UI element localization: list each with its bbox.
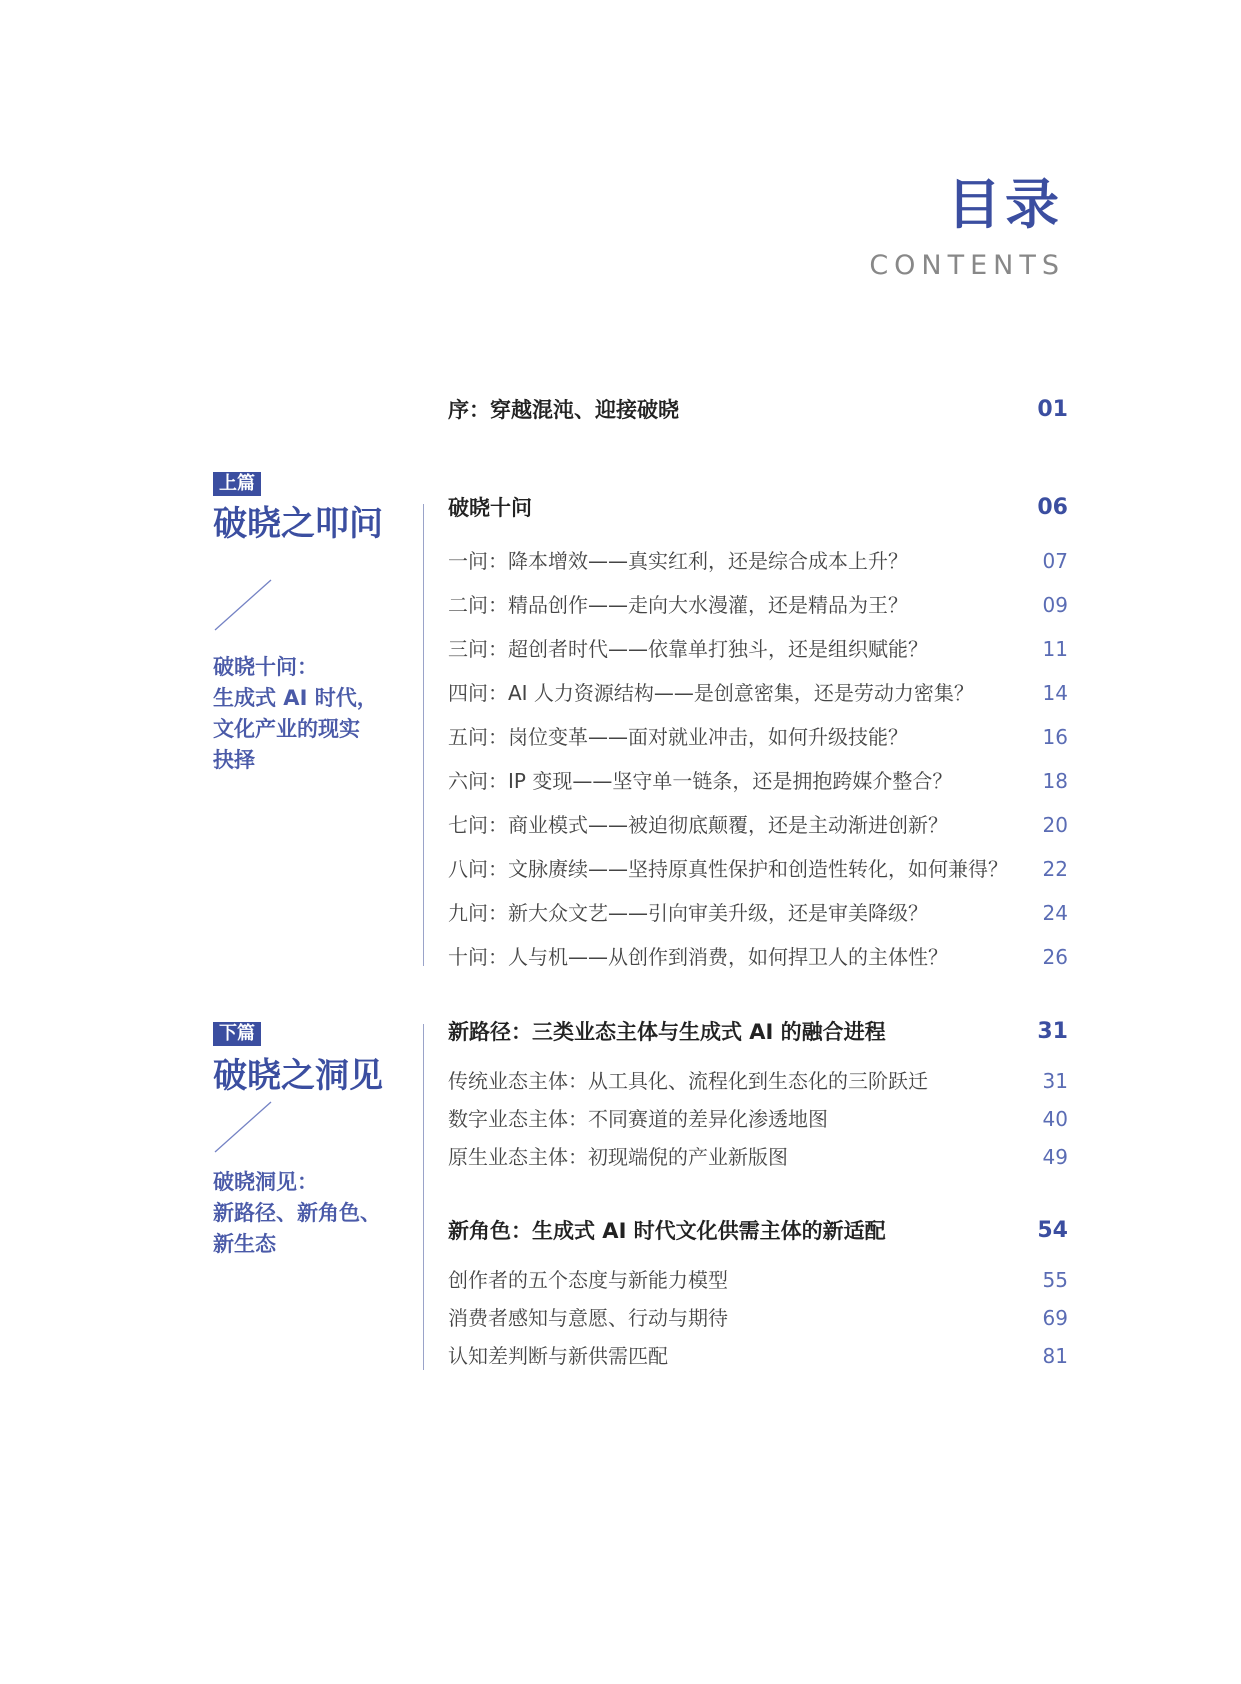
toc-entry-page: 07 — [1042, 549, 1068, 573]
toc-entry[interactable] — [448, 590, 1068, 620]
toc-entry-title: 消费者感知与意愿、行动与期待 — [448, 1306, 728, 1330]
toc-entry-page: 31 — [1042, 1069, 1068, 1093]
part2-subtitle-line: 破晓洞见： — [213, 1170, 318, 1194]
toc-entry-page: 54 — [1037, 1218, 1068, 1243]
part1-divider — [423, 504, 424, 966]
toc-entry-page: 01 — [1037, 397, 1068, 422]
toc-entry[interactable] — [448, 1303, 1068, 1333]
part1-subtitle-line: 生成式 AI 时代， — [213, 686, 378, 710]
toc-entry[interactable] — [448, 854, 1068, 884]
toc-entry-page: 55 — [1042, 1268, 1068, 1292]
toc-entry-title: 新路径：三类业态主体与生成式 AI 的融合进程 — [448, 1020, 886, 1044]
toc-entry[interactable] — [448, 898, 1068, 928]
part2-subtitle-line: 新生态 — [213, 1232, 276, 1256]
toc-entry-page: 11 — [1042, 637, 1068, 661]
part1-badge: 上篇 — [213, 472, 261, 496]
toc-entry-title: 创作者的五个态度与新能力模型 — [448, 1268, 728, 1292]
toc-entry-title: 七问：商业模式——被迫彻底颠覆，还是主动渐进创新？ — [448, 813, 948, 837]
toc-section-new-path[interactable] — [448, 1017, 1068, 1047]
toc-entry-title: 一问：降本增效——真实红利，还是综合成本上升？ — [448, 549, 908, 573]
part2-subtitle — [213, 1167, 403, 1260]
toc-entry-page: 26 — [1042, 945, 1068, 969]
toc-entry[interactable] — [448, 546, 1068, 576]
toc-entry-title: 六问：IP 变现——坚守单一链条，还是拥抱跨媒介整合？ — [448, 769, 953, 793]
toc-entry-page: 40 — [1042, 1107, 1068, 1131]
toc-entry-page: 14 — [1042, 681, 1068, 705]
toc-entry[interactable] — [448, 1341, 1068, 1371]
part2-subtitle-line: 新路径、新角色、 — [213, 1201, 381, 1225]
toc-section-new-role[interactable] — [448, 1216, 1068, 1246]
toc-entry-title: 序：穿越混沌、迎接破晓 — [448, 398, 679, 422]
part2-divider — [423, 1024, 424, 1370]
toc-entry-page: 49 — [1042, 1145, 1068, 1169]
toc-section-part1[interactable] — [448, 493, 1068, 523]
divider-slash-icon — [213, 1100, 273, 1154]
part2-title: 破晓之洞见 — [213, 1056, 383, 1096]
toc-entry-title: 认知差判断与新供需匹配 — [448, 1344, 668, 1368]
toc-entry[interactable] — [448, 766, 1068, 796]
toc-entry-title: 五问：岗位变革——面对就业冲击，如何升级技能？ — [448, 725, 908, 749]
toc-entry-title: 十问：人与机——从创作到消费，如何捍卫人的主体性？ — [448, 945, 948, 969]
toc-entry-title: 原生业态主体：初现端倪的产业新版图 — [448, 1145, 788, 1169]
toc-entry-title: 新角色：生成式 AI 时代文化供需主体的新适配 — [448, 1219, 886, 1243]
toc-entry-title: 九问：新大众文艺——引向审美升级，还是审美降级？ — [448, 901, 928, 925]
toc-entry-page: 06 — [1037, 495, 1068, 520]
toc-entry-page: 22 — [1042, 857, 1068, 881]
toc-entry[interactable] — [448, 722, 1068, 752]
page-subtitle: CONTENTS — [869, 250, 1065, 281]
toc-entry-title: 三问：超创者时代——依靠单打独斗，还是组织赋能？ — [448, 637, 928, 661]
toc-entry-title: 八问：文脉赓续——坚持原真性保护和创造性转化，如何兼得？ — [448, 857, 1008, 881]
toc-entry[interactable] — [448, 1142, 1068, 1172]
toc-entry-title: 四问：AI 人力资源结构——是创意密集，还是劳动力密集？ — [448, 681, 974, 705]
toc-entry-page: 18 — [1042, 769, 1068, 793]
toc-entry-title: 破晓十问 — [448, 496, 532, 520]
toc-entry-page: 81 — [1042, 1344, 1068, 1368]
toc-entry[interactable] — [448, 942, 1068, 972]
part1-subtitle — [213, 652, 403, 776]
part1-title: 破晓之叩问 — [213, 504, 383, 544]
page-title: 目录 — [947, 173, 1063, 236]
part1-subtitle-line: 抉择 — [213, 748, 255, 772]
toc-entry-page: 69 — [1042, 1306, 1068, 1330]
toc-entry-title: 二问：精品创作——走向大水漫灌，还是精品为王？ — [448, 593, 908, 617]
toc-entry[interactable] — [448, 634, 1068, 664]
toc-entry[interactable] — [448, 678, 1068, 708]
toc-entry[interactable] — [448, 1066, 1068, 1096]
toc-entry[interactable] — [448, 1104, 1068, 1134]
divider-slash-icon — [213, 578, 273, 632]
toc-entry-page: 31 — [1037, 1019, 1068, 1044]
toc-entry-page: 09 — [1042, 593, 1068, 617]
part1-subtitle-line: 破晓十问： — [213, 655, 318, 679]
toc-entry[interactable] — [448, 1265, 1068, 1295]
toc-entry[interactable] — [448, 810, 1068, 840]
part1-subtitle-line: 文化产业的现实 — [213, 717, 360, 741]
toc-entry-page: 20 — [1042, 813, 1068, 837]
toc-entry-title: 数字业态主体：不同赛道的差异化渗透地图 — [448, 1107, 828, 1131]
toc-entry-page: 24 — [1042, 901, 1068, 925]
toc-entry-title: 传统业态主体：从工具化、流程化到生态化的三阶跃迁 — [448, 1069, 928, 1093]
part2-badge: 下篇 — [213, 1022, 261, 1046]
toc-entry-page: 16 — [1042, 725, 1068, 749]
toc-entry-preface[interactable] — [448, 395, 1068, 425]
